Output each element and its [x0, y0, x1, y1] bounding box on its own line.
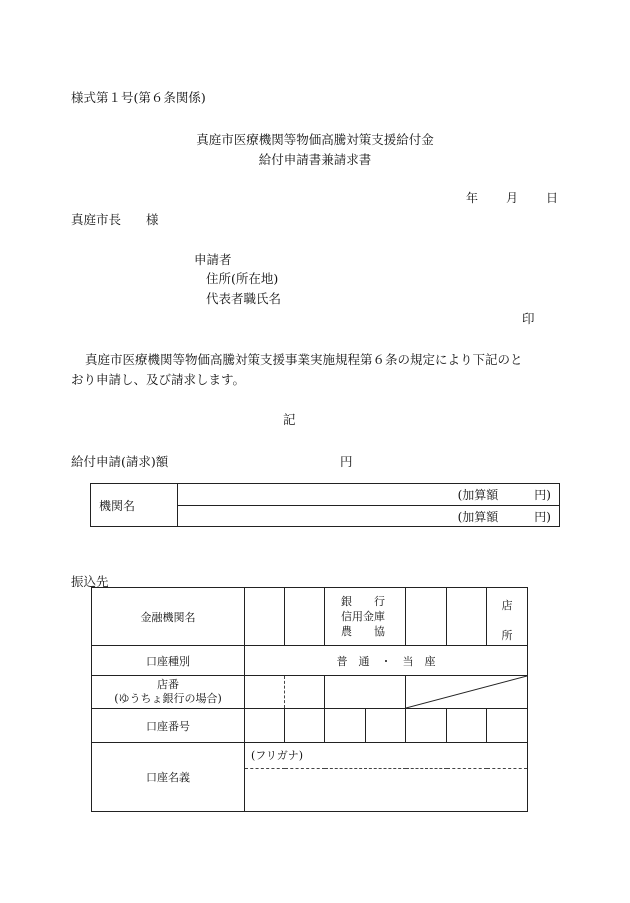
account-name-field[interactable]: [245, 769, 528, 812]
account-name-furigana[interactable]: (フリガナ): [245, 743, 528, 769]
branch-type-office: 所: [501, 629, 513, 642]
bank-type-nokyo: 農 協: [341, 625, 385, 638]
branch-number-void: [406, 676, 528, 709]
institution-row-2[interactable]: (加算額 円): [178, 506, 560, 527]
amount-label: 給付申請(請求)額: [71, 454, 169, 469]
body-text-line-1: 真庭市医療機関等物価高騰対策支援事業実施規程第６条の規定により下記のと: [85, 352, 523, 367]
bank-name-label: 金融機関名: [92, 588, 245, 646]
date-year: 年: [466, 191, 479, 205]
title-line-1: 真庭市医療機関等物価高騰対策支援給付金: [196, 132, 434, 147]
account-number-digit-3b[interactable]: [366, 709, 406, 742]
branch-number-digit-1[interactable]: [245, 676, 285, 709]
transfer-title: 振込先: [71, 574, 109, 589]
branch-type-options[interactable]: [487, 588, 528, 646]
institution-name-label: 機関名: [91, 484, 178, 527]
branch-type-store: 店: [501, 599, 513, 612]
branch-number-digit-3[interactable]: [325, 676, 406, 709]
account-type-label: 口座種別: [92, 646, 245, 676]
account-number-digit-1[interactable]: [245, 709, 285, 743]
branch-number-digit-2[interactable]: [285, 676, 325, 709]
account-number-digit-5[interactable]: [447, 709, 487, 743]
branch-number-label-note: (ゆうちょ銀行の場合): [114, 692, 222, 705]
account-number-digit-2[interactable]: [285, 709, 325, 743]
date-month: 月: [506, 191, 519, 205]
form-number: 様式第１号(第６条関係): [71, 90, 206, 105]
branch-number-label-main: 店番: [157, 678, 179, 691]
account-number-digit-6[interactable]: [487, 709, 528, 743]
account-name-label: 口座名義: [92, 743, 245, 812]
bank-type-shinkin: 信用金庫: [341, 610, 385, 623]
date-day: 日: [546, 191, 559, 205]
diagonal-void-line: [406, 676, 527, 708]
institution-table: [90, 483, 560, 527]
amount-unit: 円: [340, 454, 353, 469]
branch-name-cell-1[interactable]: [406, 588, 447, 646]
seal-mark: 印: [522, 311, 535, 326]
account-number-digit-3a[interactable]: [325, 709, 366, 742]
bank-type-options[interactable]: [325, 588, 406, 646]
bank-transfer-table: [91, 587, 528, 812]
branch-name-cell-2[interactable]: [447, 588, 487, 646]
bank-name-cell-1[interactable]: [245, 588, 285, 646]
ki-heading: 記: [283, 412, 296, 427]
title-line-2: 給付申請書兼請求書: [258, 152, 372, 167]
account-number-label: 口座番号: [92, 709, 245, 743]
applicant-label: 申請者: [194, 252, 232, 267]
institution-row-1[interactable]: (加算額 円): [178, 484, 560, 506]
bank-type-bank: 銀 行: [341, 595, 385, 608]
account-number-digit-4[interactable]: [406, 709, 447, 743]
bank-name-cell-2[interactable]: [285, 588, 325, 646]
representative-label: 代表者職氏名: [206, 291, 282, 306]
branch-number-label: [92, 676, 245, 709]
body-text-line-2: おり申請し、及び請求します。: [71, 372, 246, 387]
addressee: 真庭市長 様: [71, 212, 159, 227]
address-label: 住所(所在地): [206, 271, 279, 286]
account-type-value[interactable]: 普 通 ・ 当 座: [245, 646, 528, 676]
account-number-digit-3[interactable]: [325, 709, 406, 743]
